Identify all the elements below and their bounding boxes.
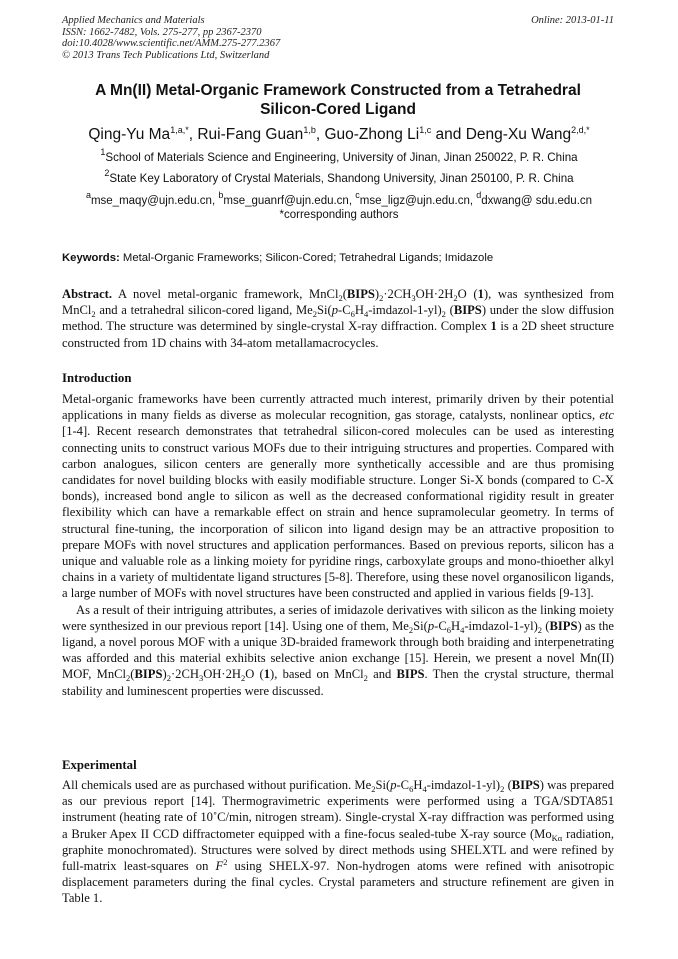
author-name: Rui-Fang Guan	[197, 126, 304, 143]
doi-line: doi:10.4028/www.scientific.net/AMM.275-277.2367	[62, 38, 281, 49]
affiliation-marker: 2	[104, 168, 110, 178]
experimental-body	[62, 777, 614, 907]
email-address: mse_guanrf@ujn.edu.cn,	[223, 195, 356, 207]
journal-name: Applied Mechanics and Materials	[62, 15, 205, 26]
keywords-text: Metal-Organic Frameworks; Silicon-Cored; Tetrahedral Ligands; Imidazole	[119, 252, 494, 264]
keywords-label: Keywords:	[62, 252, 120, 264]
author-list	[40, 126, 638, 144]
introduction-heading: Introduction	[62, 371, 132, 385]
author-name: Deng-Xu Wang	[465, 126, 572, 143]
author-separator: and	[431, 126, 466, 143]
online-date: Online: 2013-01-11	[531, 15, 614, 26]
introduction-paragraph-2: As a result of their intriguing attributes, a series of imidazole derivatives with silicon as the linking moiety were synthesized in our previous report [14]. Using one of them, $Me_2Si(p-C_6H_4-imdazol-1-yl)_2$ (BIPS) as the ligand, a novel porous MOF with a unique 3D-braided framework through both braiding and interpenetrating was afforded and this material exhibits selective anion exchange [15]. Herein, we present a novel Mn(II) MOF, $MnCl_2(BIPS)_2\cdot 2CH_3OH\cdot 2H_2O$ (1), based on MnCl$_2$ and BIPS. Then the crystal structure, thermal stability and luminescent properties were discussed.	[62, 602, 615, 698]
author-affil-marker: 1,a,*	[170, 125, 189, 135]
affiliation-2	[40, 168, 638, 186]
introduction-body	[62, 391, 614, 699]
title-line-2: Silicon-Cored Ligand	[260, 101, 416, 118]
email-marker: c	[355, 190, 360, 200]
affiliation-1	[40, 147, 638, 165]
keywords	[62, 251, 614, 265]
experimental-heading: Experimental	[62, 758, 137, 772]
abstract-text: Abstract. A novel metal-organic framework, $MnCl_2(BIPS)_2\cdot 2CH_3OH\cdot 2H_2O$ (1), was synthesized from MnCl$_2$ and a tetrahedral silicon-cored ligand, $Me_2Si(p-C_6H_4-imdazol-1-yl)_2$ (BIPS) under the slow diffusion method. The structure was determined by single-crystal X-ray diffraction. Complex 1 is a 2D sheet structure constructed from 1D chains with 34-atom metallamacrocycles.	[62, 287, 615, 350]
affiliation-text: State Key Laboratory of Crystal Materials, Shandong University, Jinan 250100, P. R. China	[109, 172, 574, 185]
author-emails	[30, 190, 648, 222]
experimental-paragraph-1: All chemicals used are as purchased without purification. $Me_2Si(p-C_6H_4-imdazol-1-yl)_2$ (BIPS) was prepared as our previous report [14]. Thermogravimetric experiments were performed using a TGA/SDTA851 instrument (heating rate of 10˚C/min, nitrogen stream). Single-crystal X-ray diffraction was performed using a Bruker Apex II CCD diffractometer equipped with a fine-focus sealed-tube X-ray source ($Mo_{K\alpha}$ radiation, graphite monochromated). Structures were solved by direct methods using SHELXTL and were refined by full-matrix least-squares on $F^2$ using SHELX-97. Non-hydrogen atoms were refined with anisotropic displacement parameters during the final cycles. Crystal parameters and structure refinement are given in Table 1.	[62, 778, 615, 906]
issn-line: ISSN: 1662-7482, Vols. 275-277, pp 2367-2370	[62, 26, 262, 38]
email-marker: d	[476, 190, 482, 200]
author-separator: ,	[188, 126, 198, 143]
author-separator: ,	[315, 126, 325, 143]
author-name: Qing-Yu Ma	[88, 126, 171, 143]
author-affil-marker: 2,d,*	[571, 125, 590, 135]
title-line-1: A Mn(II) Metal-Organic Framework Constructed from a Tetrahedral	[95, 82, 581, 99]
abstract	[62, 286, 614, 351]
affiliation-marker: 1	[100, 147, 106, 157]
email-address: mse_maqy@ujn.edu.cn,	[90, 195, 219, 207]
paper-title	[62, 81, 614, 119]
corresponding-note: *corresponding authors	[279, 209, 399, 221]
email-marker: a	[85, 190, 91, 200]
journal-header	[62, 15, 614, 61]
author-name: Guo-Zhong Li	[324, 126, 420, 143]
author-affil-marker: 1,b	[303, 125, 316, 135]
author-affil-marker: 1,c	[419, 125, 432, 135]
affiliation-text: School of Materials Science and Engineering, University of Jinan, Jinan 250022, P. R. China	[105, 151, 578, 164]
email-address: mse_ligz@ujn.edu.cn,	[359, 195, 477, 207]
email-list	[30, 190, 648, 208]
email-address: dxwang@ sdu.edu.cn	[481, 195, 593, 207]
introduction-paragraph-1: Metal-organic frameworks have been currently attracted much interest, primarily driven by their potential applications in many fields as diverse as molecular recognition, gas storage, catalysts, nonlinear optics, etc [1-4]. Recent research demonstrates that tetrahedral silicon-cored molecules can be used as interesting connecting units to construct various MOFs due to their intriguing structures and properties. Compared with carbon analogues, silicon centers are generally more synthetically accessible and are thus promising candidates for novel building blocks with easily modifiable structure. Longer Si-X bonds (compared to C-X bonds), increased bond angle to silicon as well as the decreased conformational rigidity result in greater flexibility which can have a remarkable effect on strain and hence supramolecular geometry. In terms of structural fine-tuning, the incorporation of silicon into ligand design may be an attractive proposition to prepare MOFs with novel structures and application performances. Based on previous reports, silicon has a unique and valuable role as a linking moiety for pyridine rings, carboxylate groups and mono-thioether alkyl chains in a variety of multidentate ligand structures [5-8]. Therefore, using these novel organosilicon ligands, a large number of MOFs with novel structures have been constructed and applied in various fields [9-13].	[62, 392, 614, 601]
email-marker: b	[218, 190, 224, 200]
copyright-line: © 2013 Trans Tech Publications Ltd, Switzerland	[62, 49, 270, 61]
